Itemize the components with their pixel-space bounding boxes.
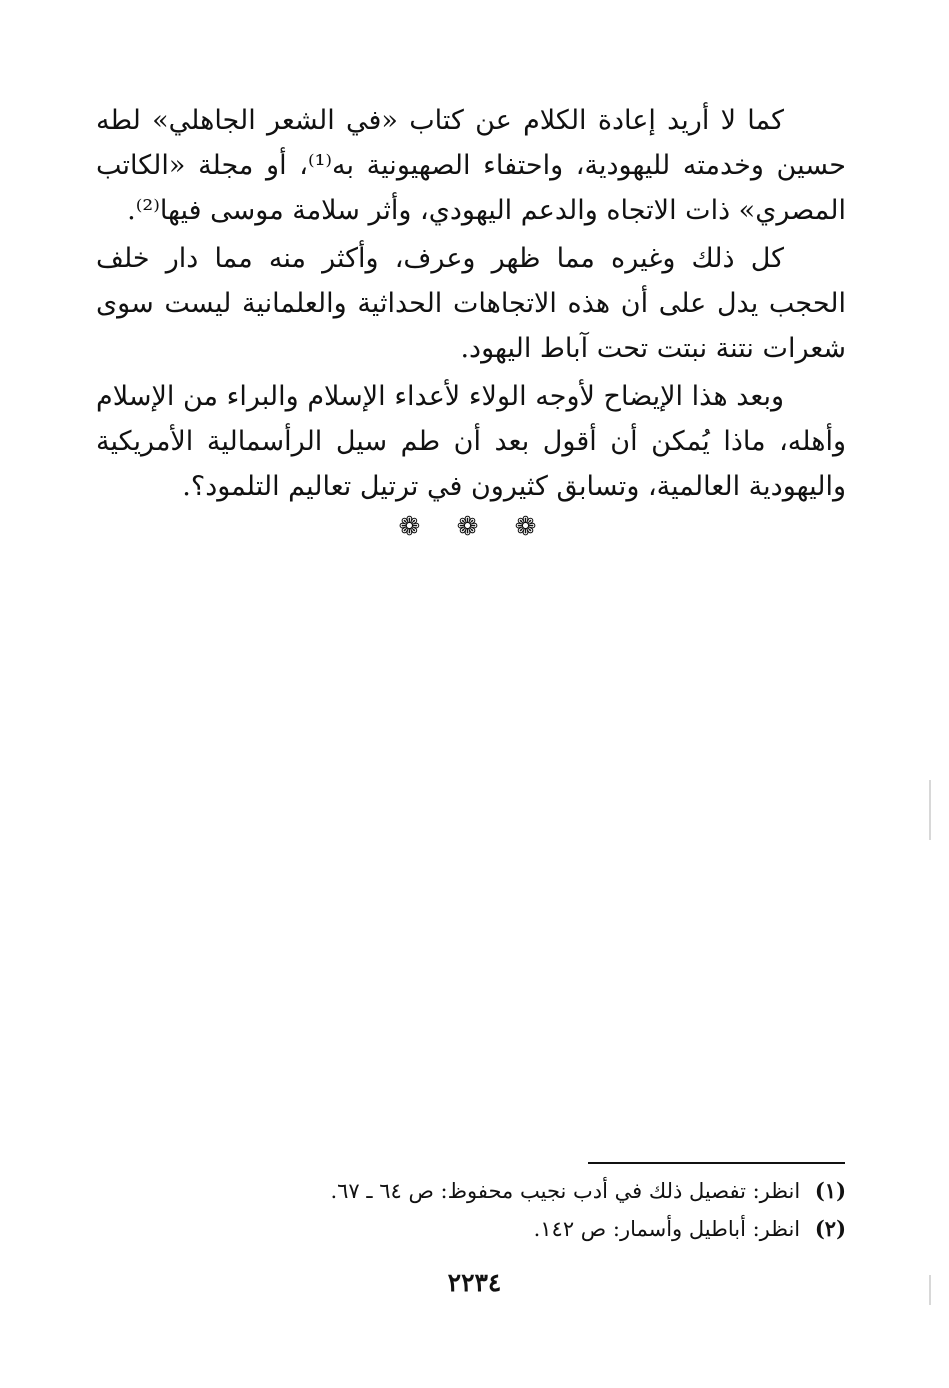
footnote-1 xyxy=(96,1172,846,1210)
paragraph-3 xyxy=(96,374,846,509)
paragraph-text: وبعد هذا الإيضاح لأوجه الولاء لأعداء الإسلام والبراء من الإسلام وأهله، ماذا يُمكن أن أقول بعد أن طم سيل الرأسمالية الأمريكية واليهودية العالمية، وتسابق كثيرون في ترتيل تعاليم التلمود؟. xyxy=(96,381,846,502)
footnote-number: (٢) xyxy=(814,1216,846,1241)
scan-edge-mark xyxy=(929,780,931,840)
section-separator-ornament: ❁ ❁ ❁ xyxy=(398,512,551,542)
paragraph-text: كما لا أريد إعادة الكلام عن كتاب «في الشعر الجاهلي» لطه حسين وخدمته لليهودية، واحتفاء الصهيونية به⁽¹⁾، أو مجلة «الكاتب المصري» ذات الاتجاه والدعم اليهودي، وأثر سلامة موسى فيها⁽²⁾. xyxy=(96,105,846,226)
footnote-text: انظر: تفصيل ذلك في أدب نجيب محفوظ: ص ٦٤ ـ ٦٧. xyxy=(330,1179,801,1203)
scan-edge-mark xyxy=(929,1275,931,1305)
footnotes xyxy=(96,1172,846,1248)
footnote-2 xyxy=(96,1210,846,1248)
paragraph-1 xyxy=(96,98,846,233)
footnote-text: انظر: أباطيل وأسمار: ص ١٤٢. xyxy=(533,1217,801,1241)
paragraph-text: كل ذلك وغيره مما ظهر وعرف، وأكثر منه مما دار خلف الحجب يدل على أن هذه الاتجاهات الحداثية والعلمانية ليست سوى شعرات نتنة نبتت تحت آباط اليهود. xyxy=(96,243,846,364)
page-number: ٢٢٣٤ xyxy=(447,1268,502,1297)
footnote-number: (١) xyxy=(814,1178,846,1203)
footnote-divider xyxy=(588,1162,845,1164)
paragraph-2 xyxy=(96,236,846,371)
